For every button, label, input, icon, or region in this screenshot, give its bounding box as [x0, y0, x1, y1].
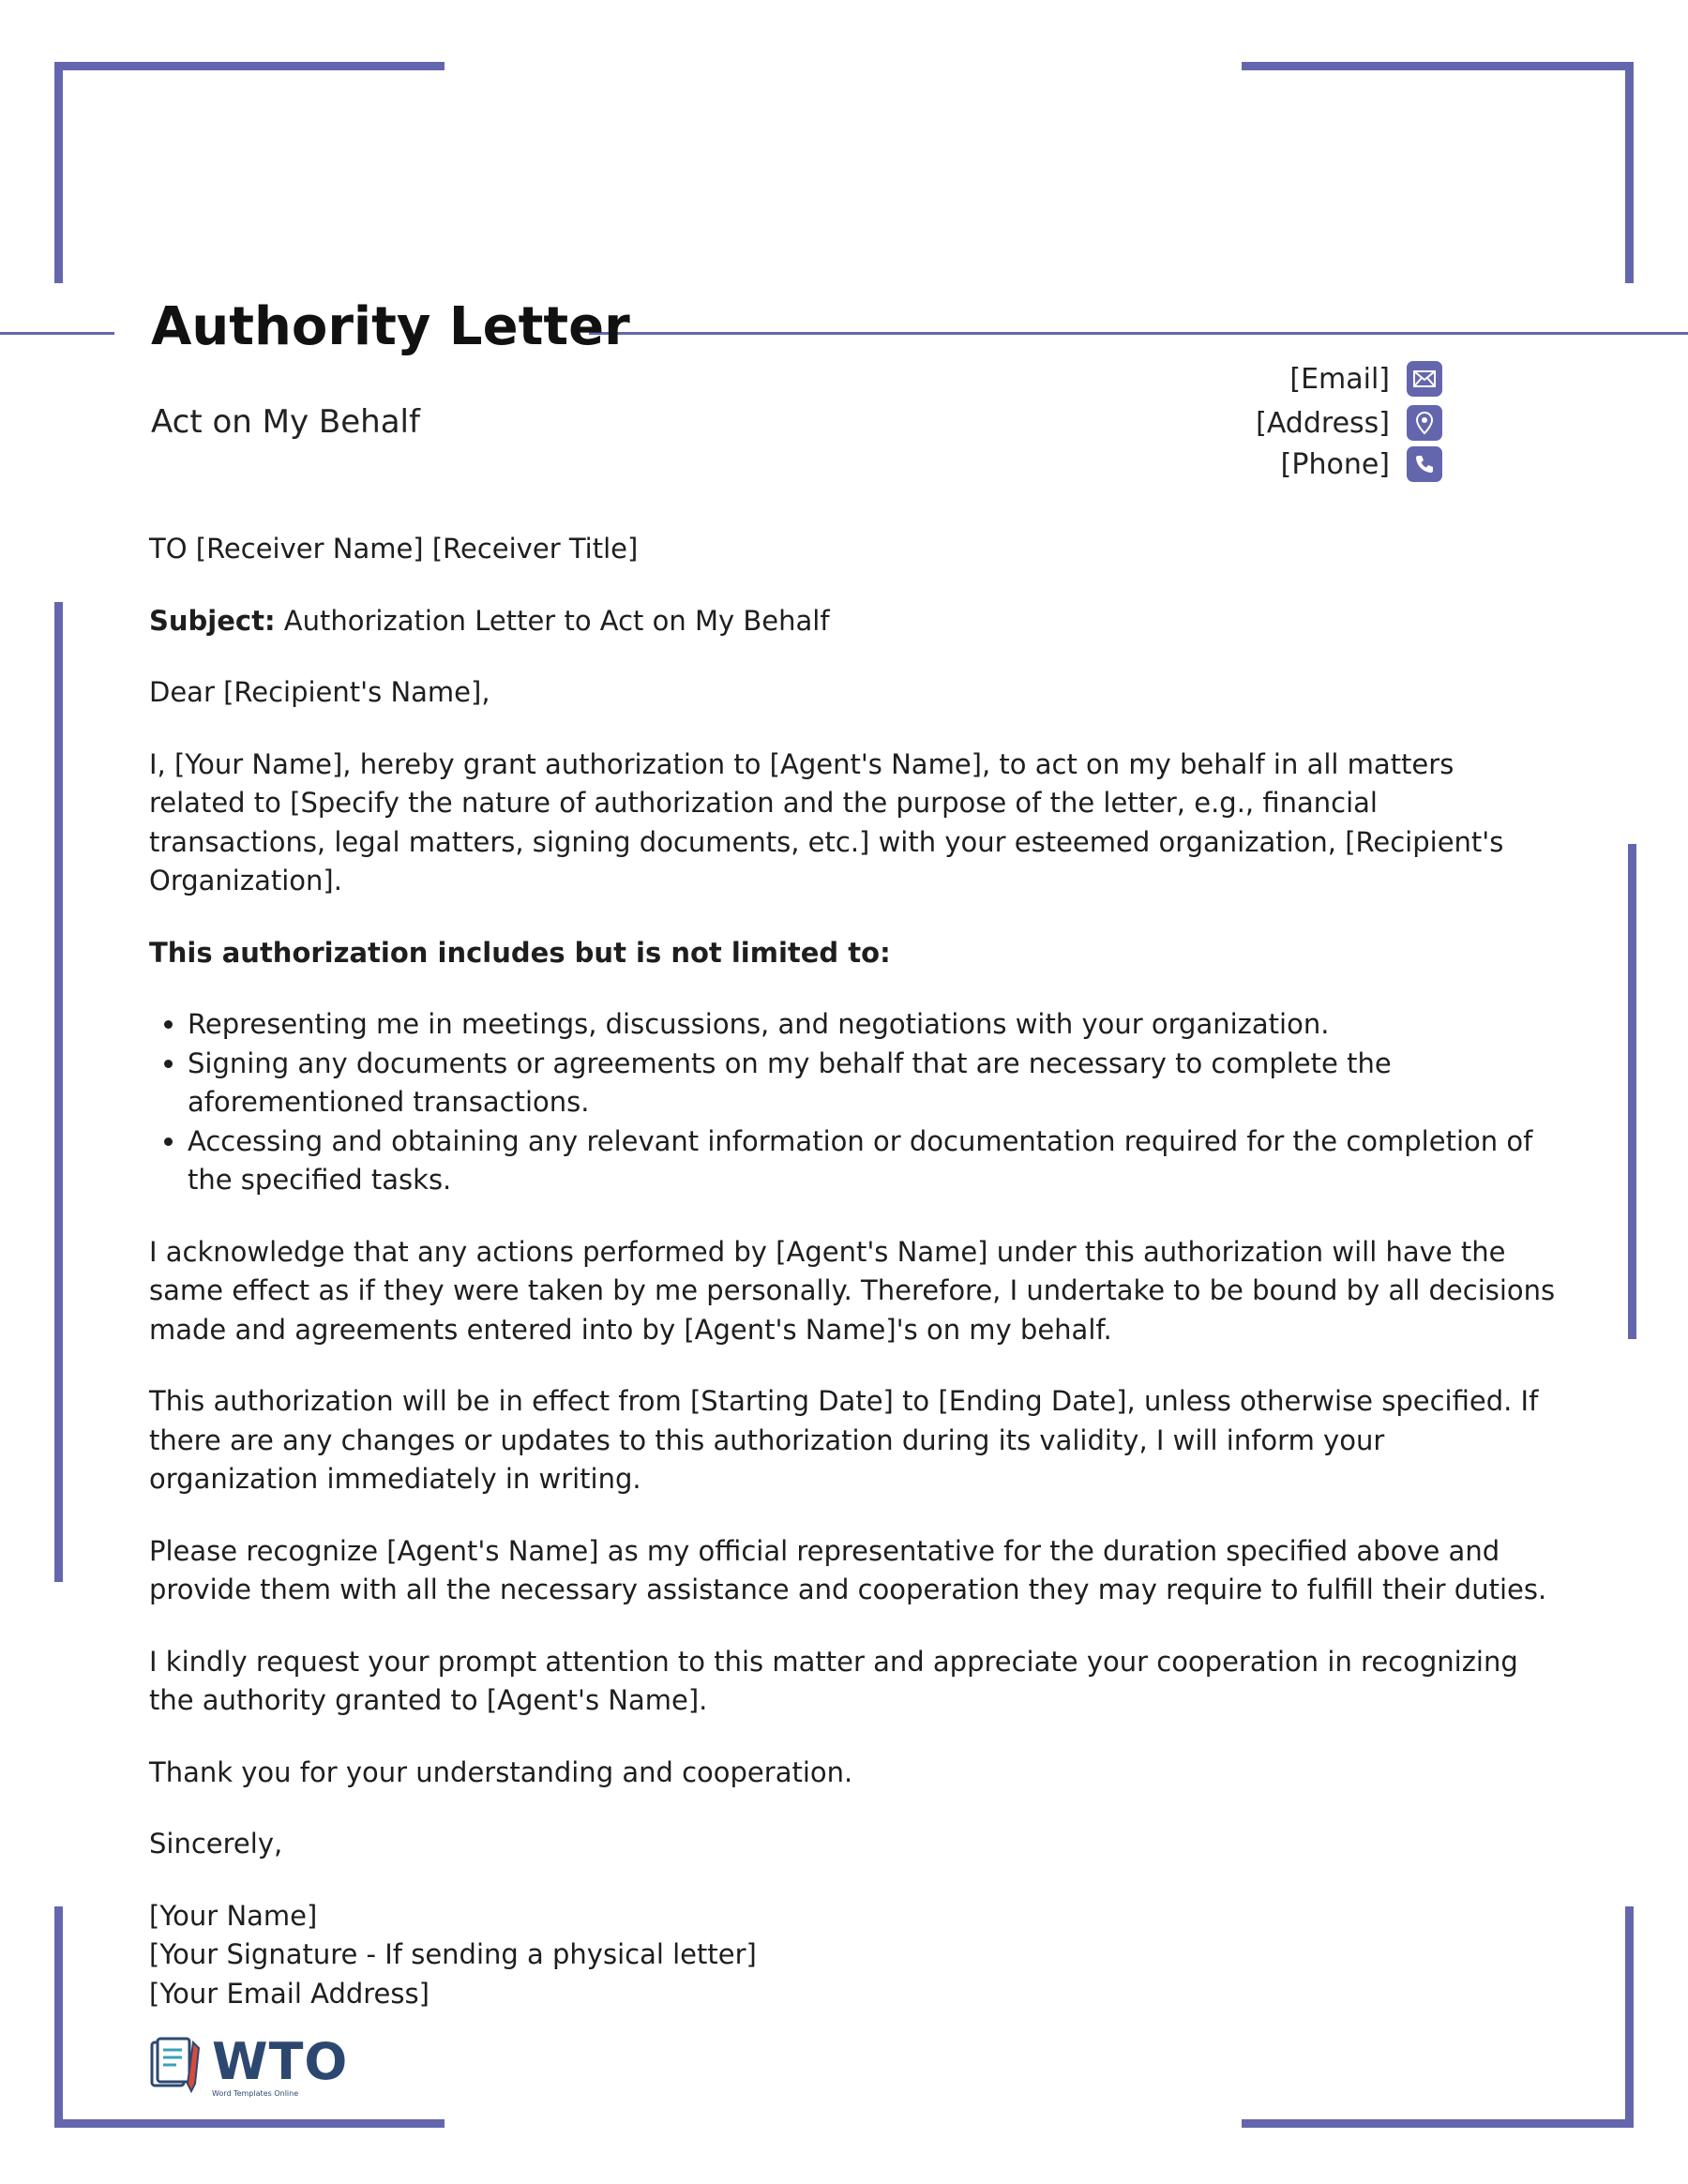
subject-text: Authorization Letter to Act on My Behalf: [275, 604, 830, 637]
list-item: • Accessing and obtaining any relevant information or documentation required for the completion of the specified tasks.: [188, 1122, 1556, 1200]
right-side-accent-bar: [1628, 844, 1636, 1339]
title-rule-left: [0, 332, 114, 335]
list-item: • Representing me in meetings, discussions, and negotiations with your organization.: [188, 1005, 1556, 1045]
phone-icon: [1407, 446, 1442, 482]
signature-email: [Your Email Address]: [149, 1977, 430, 2010]
frame-top-right-vertical: [1625, 62, 1634, 283]
recipient-line: TO [Receiver Name] [Receiver Title]: [149, 533, 639, 565]
authorization-scope-list: [149, 1005, 1556, 1200]
document-pen-icon: [148, 2035, 204, 2099]
logo-text: WTO: [212, 2032, 349, 2091]
subject-line: [149, 602, 1556, 641]
signature-name: [Your Name]: [149, 1899, 318, 1932]
signature-block: [149, 1897, 1556, 2014]
frame-bottom-left-vertical: [54, 1906, 63, 2128]
wto-logo: [148, 2032, 349, 2099]
contact-address-row: [1256, 405, 1442, 441]
greeting: Dear [Recipient's Name],: [149, 676, 490, 708]
frame-bottom-right-horizontal: [1242, 2119, 1634, 2128]
closing: Sincerely,: [149, 1828, 283, 1860]
left-side-accent-bar: [54, 602, 63, 1582]
paragraph-recognition: Please recognize [Agent's Name] as my official representative for the duration specified above and provide them with all the necessary assistance and cooperation they may require to fulfill their duties.: [149, 1534, 1547, 1605]
frame-bottom-left-horizontal: [54, 2119, 445, 2128]
paragraph-request: I kindly request your prompt attention to this matter and appreciate your cooperation in recognizing the authority granted to [Agent's Name].: [149, 1645, 1518, 1716]
signature-line: [Your Signature - If sending a physical letter]: [149, 1938, 757, 1970]
envelope-icon: [1407, 361, 1442, 397]
frame-top-right-horizontal: [1242, 62, 1634, 70]
contact-address: [Address]: [1256, 406, 1390, 440]
list-item: • Signing any documents or agreements on my behalf that are necessary to complete the aforementioned transactions.: [188, 1045, 1556, 1122]
contact-email-row: [1289, 361, 1442, 397]
contact-phone: [Phone]: [1280, 447, 1390, 481]
page-title: Authority Letter: [151, 296, 630, 357]
paragraph-acknowledgement: I acknowledge that any actions performed by [Agent's Name] under this authorization will have the same effect as if they were taken by me personally. Therefore, I undertake to be bound by all decisions made and agreements entered into by [Agent's Name]'s on my behalf.: [149, 1235, 1556, 1346]
thanks-line: Thank you for your understanding and cooperation.: [149, 1755, 853, 1788]
contact-email: [Email]: [1289, 362, 1390, 396]
title-rule-right: [589, 332, 1688, 335]
contact-phone-row: [1281, 446, 1442, 482]
frame-top-left-horizontal: [54, 62, 445, 70]
letter-body: [149, 530, 1556, 2046]
location-pin-icon: [1407, 405, 1442, 441]
subject-label: Subject:: [149, 604, 276, 637]
frame-top-left-vertical: [54, 62, 63, 283]
includes-heading: This authorization includes but is not limited to:: [149, 936, 891, 969]
paragraph-authorization: I, [Your Name], hereby grant authorization to [Agent's Name], to act on my behalf in all matters related to [Specify the nature of authorization and the purpose of the letter, e.g., financial transactions, legal matters, signing documents, etc.] with your esteemed organization, [Recipient's Organization].: [149, 747, 1504, 896]
frame-bottom-right-vertical: [1625, 1906, 1634, 2128]
logo-wordmark: [212, 2032, 349, 2099]
logo-tagline: Word Templates Online: [212, 2089, 299, 2098]
page-subtitle: Act on My Behalf: [151, 403, 420, 441]
paragraph-validity: This authorization will be in effect from [Starting Date] to [Ending Date], unless otherwise specified. If there are any changes or updates to this authorization during its validity, I will inform your organization immediately in writing.: [149, 1385, 1539, 1495]
